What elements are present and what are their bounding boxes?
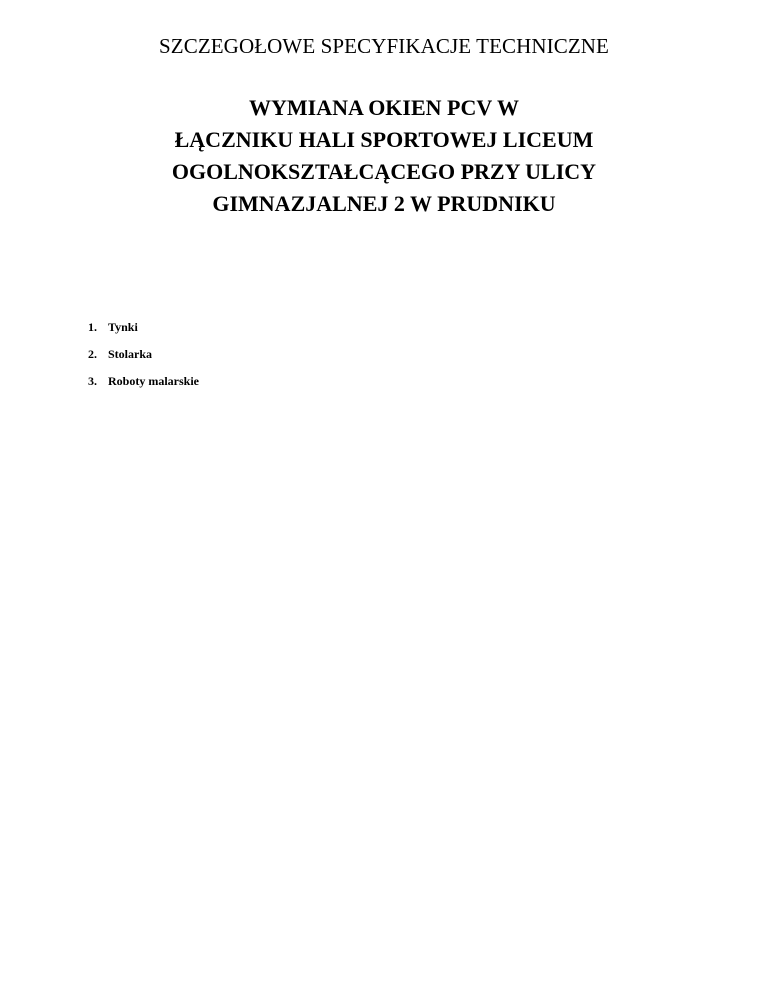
toc-item-roboty-malarskie xyxy=(88,374,199,389)
document-header: SZCZEGOŁOWE SPECYFIKACJE TECHNICZNE xyxy=(159,34,609,58)
toc-item-number: 2. xyxy=(88,347,97,361)
document-title xyxy=(84,92,684,220)
title-line: ŁĄCZNIKU HALI SPORTOWEJ LICEUM xyxy=(174,127,594,152)
toc-item-number: 1. xyxy=(88,320,97,334)
title-line: GIMNAZJALNEJ 2 W PRUDNIKU xyxy=(212,191,556,216)
toc-item-tynki xyxy=(88,320,199,335)
title-line: WYMIANA OKIEN PCV W xyxy=(249,95,519,120)
toc-item-label: Roboty malarskie xyxy=(108,374,199,388)
table-of-contents xyxy=(88,320,199,401)
toc-item-stolarka xyxy=(88,347,199,362)
toc-item-label: Tynki xyxy=(108,320,138,334)
toc-item-label: Stolarka xyxy=(108,347,153,361)
toc-item-number: 3. xyxy=(88,374,97,388)
title-line: OGOLNOKSZTAŁCĄCEGO PRZY ULICY xyxy=(171,159,597,184)
